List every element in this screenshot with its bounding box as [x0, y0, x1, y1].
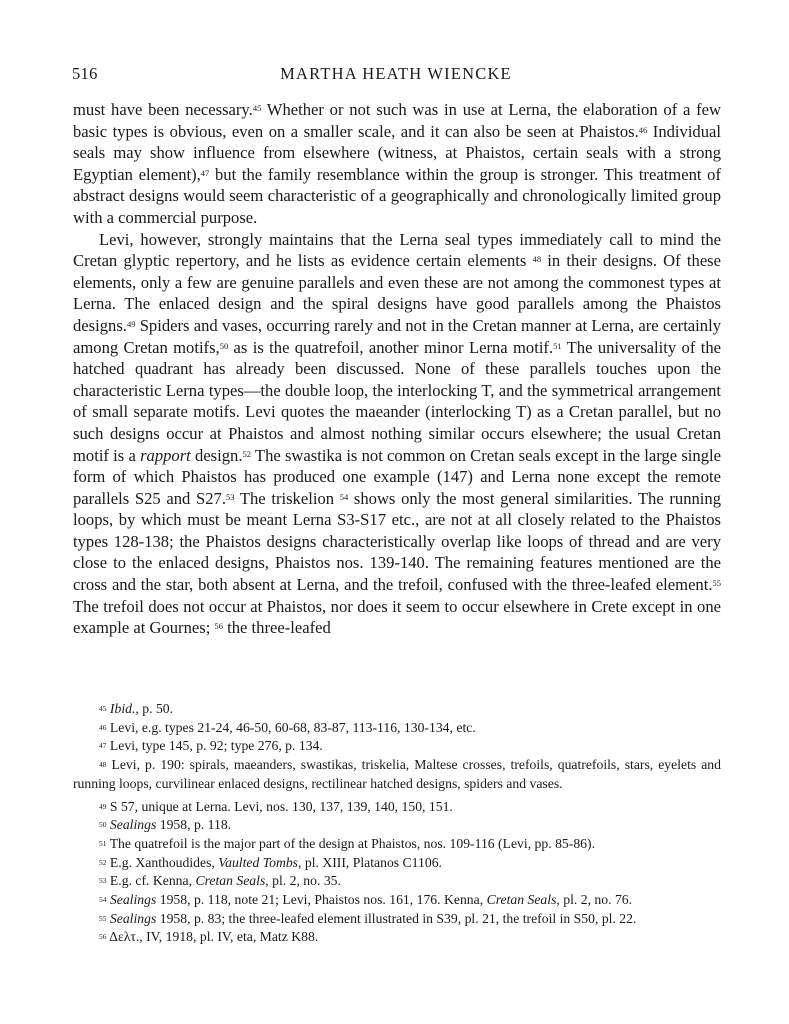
footnote-ref-52[interactable]: 52 [242, 448, 251, 459]
footnote-number: 48 [99, 760, 107, 770]
footnote-number: 54 [99, 895, 107, 905]
footnote-48: $^{48}$ Levi, p. 190: spirals, maeanders, swastikas, triskelia, Maltese crosses, trefoils, quatrefoils, stars, eyelets and running loops, curvilinear enlaced designs, rectilinear hatched designs, spiders and vases. [73, 757, 721, 791]
footnote-number: 52 [99, 857, 107, 867]
footnote-ref-55[interactable]: 55 [712, 578, 721, 589]
footnote-ref-50[interactable]: 50 [219, 340, 229, 351]
footnote-number: 51 [99, 838, 107, 848]
italic-rapport: rapport [140, 445, 191, 465]
footnote-number: 46 [99, 722, 107, 732]
footnote-number: 55 [99, 913, 107, 923]
footnote-54: $^{54}$ Sealings 1958, p. 118, note 21; Levi, Phaistos nos. 161, 176. Kenna, Cretan Seals, pl. 2, no. 76. [99, 892, 633, 908]
paragraph-1: must have been necessary.$^{45}$ Whether or not such was in use at Lerna, the elaboration of a few basic types is obvious, even on a smaller scale, and it can also be seen at Phaistos.$^{46}$ Individual seals may show influence from elsewhere (witness, at Phaistos, certain seals with a strong Egyptian element),$^{47}$ but the family resemblance within the group is stronger. This treatment of abstract designs would seem characteristic of a geographically and chronologically limited group with a commercial purpose. [73, 100, 722, 227]
footnote-ref-53[interactable]: 53 [226, 491, 235, 502]
footnote-45: $^{45}$ Ibid., p. 50. [99, 701, 174, 716]
footnote-56: $^{56}$ Δελτ., IV, 1918, pl. IV, eta, Matz K88. [99, 929, 319, 945]
footnote-ref-45[interactable]: 45 [252, 103, 262, 113]
footnote-ref-54[interactable]: 54 [339, 491, 349, 502]
page-header [72, 64, 720, 86]
footnotes [73, 700, 721, 947]
footnote-55: $^{55}$ Sealings 1958, p. 83; the three-leafed element illustrated in S39, pl. 21, the trefoil in S50, pl. 22. [99, 910, 637, 926]
footnote-ref-56[interactable]: 56 [214, 621, 223, 632]
footnote-number: 47 [99, 741, 107, 751]
footnote-52: $^{52}$ E.g. Xanthoudides, Vaulted Tombs, pl. XIII, Platanos C1106. [99, 854, 442, 870]
footnote-47: $^{47}$ Levi, type 145, p. 92; type 276, p. 134. [99, 738, 323, 754]
footnote-number: 56 [99, 932, 107, 942]
footnote-ref-46[interactable]: 46 [638, 124, 648, 135]
footnote-number: 50 [99, 820, 107, 830]
footnote-number: 53 [99, 876, 107, 886]
footnote-51: $^{51}$ The quatrefoil is the major part of the design at Phaistos, nos. 109-116 (Levi, pp. 85-86). [99, 835, 595, 851]
footnote-50: $^{50}$ Sealings 1958, p. 118. [99, 817, 232, 833]
page-number: 516 [72, 64, 98, 83]
body-text [73, 99, 721, 639]
running-head: MARTHA HEATH WIENCKE [280, 64, 512, 83]
footnote-number: 49 [99, 801, 107, 811]
footnote-ref-51[interactable]: 51 [553, 340, 562, 351]
footnote-ref-48[interactable]: 48 [532, 254, 542, 265]
footnote-ref-47[interactable]: 47 [200, 167, 210, 178]
paragraph-2: Levi, however, strongly maintains that the Lerna seal types immediately call to mind the Cretan glyptic repertory, and he lists as evidence certain elements $^{48}$ in their designs. Of these elements, only a few are genuine parallels and even these are not among the commonest types at Lerna. The enlaced design and the spiral designs have good parallels among the Phaistos designs.$^{49}$ Spiders and vases, occurring rarely and not in the Cretan manner at Lerna, are certainly among Cretan motifs,$^{50}$ as is the quatrefoil, another minor Lerna motif.$^{51}$ The universality of the hatched quadrant has already been discussed. None of these parallels touches upon the characteristic Lerna types—the double loop, the interlocking T, and the symmetrical arrangement of small separate motifs. Levi quotes the maeander (interlocking T) as a Cretan parallel, but no such designs occur at Phaistos and almost nothing similar occurs elsewhere; the usual Cretan motif is a rapport design.$^{52}$ The swastika is not common on Cretan seals except in the large single form of which Phaistos has produced one example (147) and Lerna none except the remote parallels S25 and S27.53 The triskelion $^{54}$ shows only the most general similarities. The running loops, by which must be meant Lerna S3-S17 etc., are not at all closely related to the Phaistos types 128-138; the Phaistos designs characteristically overlap like loops of thread and are very close to the enlaced designs, Phaistos nos. 139-140. The remaining features mentioned are the cross and the star, both absent at Lerna, and the trefoil, confused with the three-leafed element.$^{55}$ The trefoil does not occur at Phaistos, nor does it seem to occur elsewhere in Crete except in one example at Gournes; $^{56}$ the three-leafed [73, 229, 722, 638]
footnote-53: $^{53}$ E.g. cf. Kenna, Cretan Seals, pl. 2, no. 35. [99, 873, 341, 889]
footnote-49: $^{49}$ S 57, unique at Lerna. Levi, nos. 130, 137, 139, 140, 150, 151. [99, 798, 453, 814]
footnote-46: $^{46}$ Levi, e.g. types 21-24, 46-50, 60-68, 83-87, 113-116, 130-134, etc. [99, 719, 476, 735]
footnote-ref-49[interactable]: 49 [126, 318, 136, 329]
footnote-number: 45 [99, 704, 107, 713]
